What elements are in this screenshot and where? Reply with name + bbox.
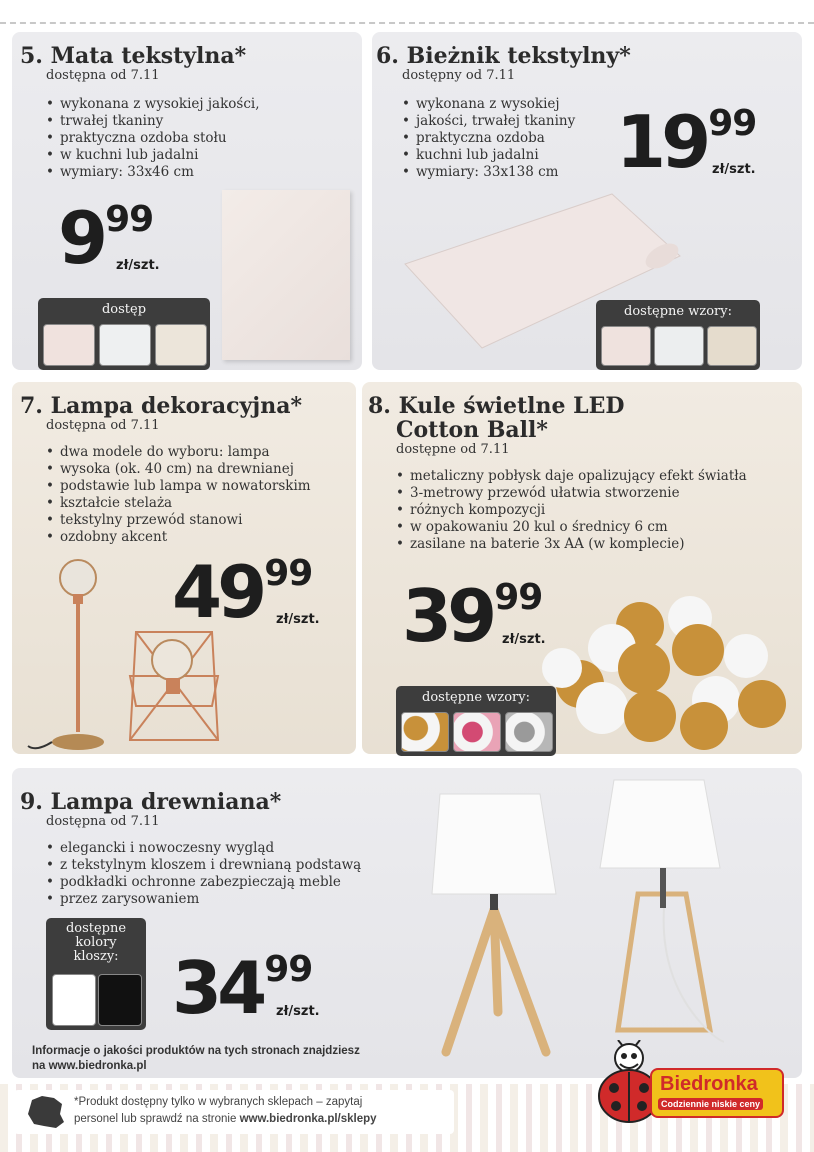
feature-item: • jakości, trwałej tkaniny: [402, 113, 612, 130]
swatch-box-9: [46, 918, 146, 1030]
feature-item: • wysoka (ok. 40 cm) na drewnianej: [46, 461, 346, 478]
feature-item: • wymiary: 33x138 cm: [402, 164, 612, 181]
swatch-label: dostępne wzory:: [422, 690, 530, 705]
swatch-label-line2: kolory: [75, 935, 117, 950]
availability-5: dostępna od 7.11: [46, 68, 160, 83]
feature-item: • elegancki i nowoczesny wygląd: [46, 840, 426, 857]
product-title-6: 6. Bieżnik tekstylny*: [376, 43, 631, 69]
swatch-box-8: [396, 686, 556, 756]
feature-item: • wymiary: 33x46 cm: [46, 164, 276, 181]
feature-item: • podkładki ochronne zabezpieczają meble: [46, 874, 426, 891]
feature-item: • w opakowaniu 20 kul o średnicy 6 cm: [396, 519, 796, 536]
feature-item: • ozdobny akcent: [46, 529, 346, 546]
feature-item: • dwa modele do wyboru: lampa: [46, 444, 346, 461]
swatch-beige[interactable]: [707, 326, 757, 366]
availability-8: dostępne od 7.11: [396, 442, 510, 457]
biedronka-logo: [650, 1068, 784, 1118]
wooden-lamps-image: [424, 776, 724, 1066]
mat-product-image: [222, 190, 350, 360]
swatch-label: dostęp: [101, 302, 147, 317]
price-8: 3999 zł/szt.: [402, 574, 546, 658]
swatch-gray-white[interactable]: [505, 712, 553, 752]
swatch-pink[interactable]: [43, 324, 95, 366]
price-7: 4999 zł/szt.: [172, 550, 320, 634]
availability-9: dostępna od 7.11: [46, 814, 160, 829]
feature-list-7: [46, 444, 346, 546]
feature-item: • kształcie stelaża: [46, 495, 346, 512]
feature-item: • metaliczny pobłysk daje opalizujący efekt światła: [396, 468, 796, 485]
swatch-pink-white[interactable]: [453, 712, 501, 752]
swatch-box-6: [596, 300, 760, 370]
feature-item: • w kuchni lub jadalni: [46, 147, 276, 164]
swatch-white[interactable]: [654, 326, 704, 366]
product-title-8: 8. Kule świetlne LED: [368, 393, 625, 419]
product-title-9: 9. Lampa drewniana*: [20, 789, 282, 815]
price-9: 3499 zł/szt.: [172, 946, 320, 1030]
availability-6: dostępny od 7.11: [402, 68, 516, 83]
product-title-5: 5. Mata tekstylna*: [20, 43, 247, 69]
product-title-8-line2: Cotton Ball*: [396, 417, 548, 443]
availability-note: [74, 1094, 377, 1128]
feature-item: • wykonana z wysokiej jakości,: [46, 96, 276, 113]
top-dashed-divider: [0, 22, 814, 24]
feature-item: • różnych kompozycji: [396, 502, 796, 519]
swatch-label-line3: kloszy:: [73, 949, 119, 964]
brand-name: Biedronka: [660, 1073, 758, 1095]
feature-item: • podstawie lub lampa w nowatorskim: [46, 478, 346, 495]
quality-info-line1: Informacje o jakości produktów na tych stronach znajdziesz: [32, 1045, 360, 1057]
cotton-balls-image: [540, 596, 790, 756]
stores-link[interactable]: www.biedronka.pl/sklepy: [239, 1113, 377, 1125]
quality-info-line2[interactable]: na www.biedronka.pl: [32, 1060, 147, 1072]
swatch-label: dostępne wzory:: [624, 304, 732, 319]
feature-item: • kuchni lub jadalni: [402, 147, 612, 164]
feature-item: • tekstylny przewód stanowi: [46, 512, 346, 529]
brand-tagline: Codziennie niskie ceny: [658, 1098, 763, 1110]
feature-item: • 3-metrowy przewód ułatwia stworzenie: [396, 485, 796, 502]
note-line2: personel lub sprawdź na stronie www.biedronka.pl/sklepy: [74, 1113, 377, 1125]
quality-info: [32, 1044, 360, 1074]
price-5: 999 zł/szt.: [58, 196, 160, 280]
swatch-white[interactable]: [99, 324, 151, 366]
price-6: 1999 zł/szt.: [616, 100, 757, 184]
swatch-black[interactable]: [98, 974, 142, 1026]
feature-list-5: [46, 96, 276, 181]
swatch-white[interactable]: [52, 974, 96, 1026]
feature-item: • z tekstylnym kloszem i drewnianą podstawą: [46, 857, 426, 874]
poland-map-icon: [26, 1094, 66, 1130]
availability-7: dostępna od 7.11: [46, 418, 160, 433]
feature-list-9: [46, 840, 426, 908]
note-line1: *Produkt dostępny tylko w wybranych sklepach – zapytaj: [74, 1096, 363, 1108]
feature-item: • przez zarysowaniem: [46, 891, 426, 908]
feature-list-6: [402, 96, 612, 181]
swatch-label-line1: dostępne: [65, 921, 127, 936]
feature-item: • wykonana z wysokiej: [402, 96, 612, 113]
feature-item: • praktyczna ozdoba: [402, 130, 612, 147]
feature-list-8: [396, 468, 796, 553]
feature-item: • praktyczna ozdoba stołu: [46, 130, 276, 147]
swatch-pink[interactable]: [601, 326, 651, 366]
product-title-7: 7. Lampa dekoracyjna*: [20, 393, 302, 419]
swatch-gold-white[interactable]: [401, 712, 449, 752]
swatch-beige[interactable]: [155, 324, 207, 366]
feature-item: • zasilane na baterie 3x AA (w komplecie): [396, 536, 796, 553]
lamp-decorative-image: [26, 556, 246, 752]
feature-item: • trwałej tkaniny: [46, 113, 276, 130]
swatch-box-5: [38, 298, 210, 370]
